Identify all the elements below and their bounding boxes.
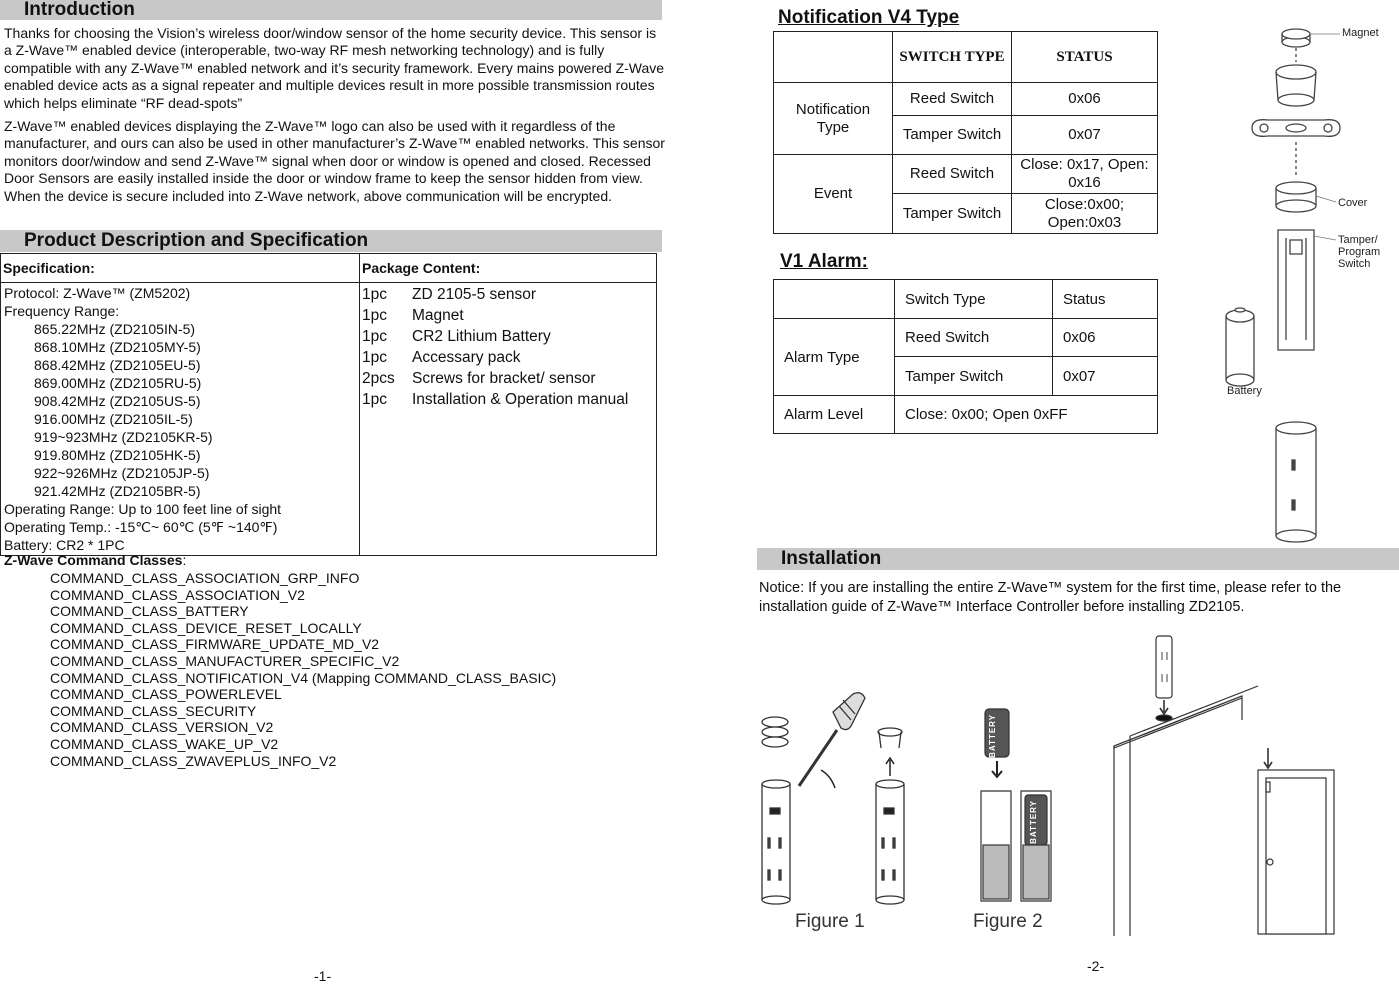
page-number-right: -2- [1087, 958, 1105, 974]
alarm-header-switch-type: Switch Type [895, 280, 1053, 319]
package-qty: 1pc [362, 391, 387, 408]
sensor-body-right [876, 728, 904, 904]
frequency-item: 922~926MHz (ZD2105JP-5) [34, 465, 210, 481]
notification-status-cell: Close:0x00; Open:0x03 [1012, 194, 1158, 234]
alarm-type-label: Alarm Type [774, 319, 895, 396]
frequency-item: 868.10MHz (ZD2105MY-5) [34, 339, 201, 355]
cover-part [1276, 182, 1316, 212]
door-frame-illustration [1110, 630, 1340, 940]
exploded-sensor-diagram [1190, 20, 1390, 550]
package-qty: 1pc [362, 349, 387, 366]
alarm-status-cell: 0x06 [1053, 319, 1158, 357]
frequency-item: 921.42MHz (ZD2105BR-5) [34, 483, 201, 499]
figure-2-label: Figure 2 [973, 911, 1043, 932]
command-classes-colon: : [182, 552, 187, 568]
alarm-switch-cell: Reed Switch [895, 319, 1053, 357]
command-classes-title-text: Z-Wave Command Classes [4, 552, 183, 568]
installation-heading: Installation [757, 548, 1399, 570]
package-item [362, 284, 654, 305]
alarm-level-value: Close: 0x00; Open 0xFF [895, 396, 1158, 434]
screwdriver-icon [799, 693, 865, 786]
package-desc: Screws for bracket/ sensor [412, 370, 596, 387]
package-desc: Accessary pack [412, 349, 521, 366]
alarm-header-status: Status [1053, 280, 1158, 319]
command-class-item: COMMAND_CLASS_WAKE_UP_V2 [50, 735, 279, 752]
spec-header: Specification: [1, 254, 360, 283]
v1-alarm-title: V1 Alarm: [780, 251, 868, 272]
battery-text-top: BATTERY [988, 714, 997, 758]
package-qty: 2pcs [362, 370, 395, 387]
package-item [362, 326, 654, 347]
frequency-item: 919~923MHz (ZD2105KR-5) [34, 429, 213, 445]
package-header: Package Content: [360, 254, 657, 283]
bracket-plate-part [1252, 120, 1340, 137]
frequency-item: 919.80MHz (ZD2105HK-5) [34, 447, 201, 463]
alarm-status-cell: 0x07 [1053, 357, 1158, 396]
installation-notice: Notice: If you are installing the entire Z-Wave™ system for the first time, please refer to the installation guide of Z-Wave™ Interface Controller before installing ZD2105. [759, 580, 1342, 615]
frequency-item: 916.00MHz (ZD2105IL-5) [34, 411, 193, 427]
tamper-switch-label: Tamper/ Program Switch [1338, 234, 1381, 270]
spec-operating-temp: Operating Temp.: -15℃~ 60℃ (5℉ ~140℉) [4, 519, 278, 535]
spec-table [0, 253, 657, 556]
intro-paragraph-2: Z-Wave™ enabled devices displaying the Z-Wave™ logo can also be used with it regardless of the manufacturer, and ours can also be used in other manufacturer’s Z-Wave™ enabled networks. This sensor monitors door/window and send Z-Wave™ signal when door or window is opened and closed. Recessed Door Sensors are easily installed inside the door or window frame to keep the sensor hidden from view. When the device is secure included into Z-Wave network, above communication will be encrypted. [4, 118, 665, 204]
package-desc: CR2 Lithium Battery [412, 328, 551, 345]
package-qty: 1pc [362, 286, 387, 303]
frequency-item: 908.42MHz (ZD2105US-5) [34, 393, 201, 409]
event-label: Event [774, 155, 893, 234]
command-class-item: COMMAND_CLASS_MANUFACTURER_SPECIFIC_V2 [50, 652, 400, 669]
command-class-item: COMMAND_CLASS_NOTIFICATION_V4 (Mapping COMMAND_CLASS_BASIC) [50, 669, 557, 686]
sensor-over-door [1156, 636, 1172, 698]
notification-table [773, 31, 1158, 234]
package-desc: Magnet [412, 307, 464, 324]
package-desc: ZD 2105-5 sensor [412, 286, 537, 303]
notification-status-cell: Close: 0x17, Open: 0x16 [1012, 155, 1158, 194]
notification-header-status: STATUS [1012, 32, 1158, 83]
notification-status-cell: 0x06 [1012, 83, 1158, 116]
page-number-left: -1- [314, 968, 332, 984]
package-item [362, 347, 654, 368]
command-class-item: COMMAND_CLASS_ZWAVEPLUS_INFO_V2 [50, 752, 337, 769]
command-class-item: COMMAND_CLASS_VERSION_V2 [50, 719, 274, 736]
command-classes-list [50, 570, 556, 769]
intro-paragraph-1: Thanks for choosing the Vision’s wireless door/window sensor of the home security device. This sensor is a Z-Wave™ enabled device (interoperable, two-way RF mesh networking technology) and is fully compatible with any Z-Wave™ enabled network and it’s security framework. Every mains powered Z-Wave enabled device acts as a signal repeater and multiple devices result in more possible transmission routes which helps eliminate “RF dead-spots” [4, 25, 665, 111]
command-class-item: COMMAND_CLASS_ASSOCIATION_V2 [50, 586, 305, 603]
cover-label: Cover [1338, 197, 1368, 209]
frequency-item: 868.42MHz (ZD2105EU-5) [34, 357, 201, 373]
package-qty: 1pc [362, 328, 387, 345]
spec-battery: Battery: CR2 * 1PC [4, 537, 125, 553]
notification-switch-cell: Tamper Switch [893, 194, 1012, 234]
package-qty: 1pc [362, 307, 387, 324]
command-class-item: COMMAND_CLASS_SECURITY [50, 702, 257, 719]
spec-protocol: Protocol: Z-Wave™ (ZM5202) [4, 285, 191, 301]
alarm-switch-cell: Tamper Switch [895, 357, 1053, 396]
notification-corner-cell [774, 32, 893, 83]
command-class-item: COMMAND_CLASS_FIRMWARE_UPDATE_MD_V2 [50, 636, 380, 653]
figure-1-illustration [755, 688, 935, 908]
command-classes-title [4, 552, 186, 568]
alarm-level-label: Alarm Level [774, 396, 895, 434]
package-item [362, 368, 654, 389]
spec-frequency-label: Frequency Range: [4, 303, 120, 319]
alarm-corner-cell [774, 280, 895, 319]
frequency-item: 865.22MHz (ZD2105IN-5) [34, 321, 196, 337]
command-class-item: COMMAND_CLASS_DEVICE_RESET_LOCALLY [50, 619, 362, 636]
notification-title: Notification V4 Type [778, 7, 960, 28]
package-item [362, 389, 654, 410]
notification-switch-cell: Tamper Switch [893, 116, 1012, 155]
housing-part [1276, 422, 1316, 542]
sensor-body-left [762, 780, 790, 904]
magnet-part [1282, 29, 1310, 47]
command-class-item: COMMAND_CLASS_ASSOCIATION_GRP_INFO [50, 570, 360, 586]
battery-text-installed: BATTERY [1029, 800, 1038, 844]
figure-1-label: Figure 1 [795, 911, 865, 932]
package-desc: Installation & Operation manual [412, 391, 629, 408]
frequency-item: 869.00MHz (ZD2105RU-5) [34, 375, 202, 391]
product-heading: Product Description and Specification [0, 230, 662, 252]
magnet-label: Magnet [1342, 27, 1379, 39]
notification-switch-cell: Reed Switch [893, 83, 1012, 116]
command-class-item: COMMAND_CLASS_POWERLEVEL [50, 686, 282, 703]
package-cell [360, 283, 657, 556]
package-item [362, 305, 654, 326]
notification-switch-cell: Reed Switch [893, 155, 1012, 194]
spec-cell [1, 283, 360, 556]
alarm-table [773, 279, 1158, 434]
spec-operating-range: Operating Range: Up to 100 feet line of sight [4, 501, 282, 517]
notification-status-cell: 0x07 [1012, 116, 1158, 155]
inner-frame-part [1278, 230, 1314, 350]
notification-type-label: Notification Type [774, 83, 893, 155]
top-cap-part [1276, 65, 1316, 106]
intro-heading: Introduction [0, 0, 662, 20]
notification-header-switch-type: SWITCH TYPE [893, 32, 1012, 83]
battery-label: Battery [1227, 385, 1262, 397]
command-class-item: COMMAND_CLASS_BATTERY [50, 603, 249, 620]
battery-part [1226, 308, 1254, 386]
